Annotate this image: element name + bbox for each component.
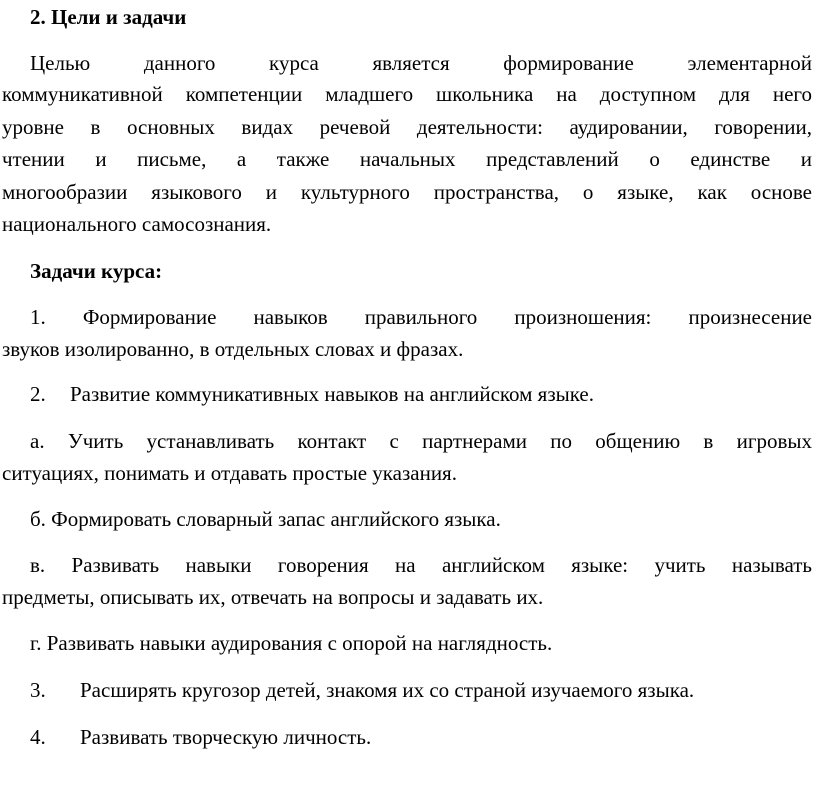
task-number: 3. [30,678,46,702]
task-line: а. Учить устанавливать контакт с партнерами по общению в игровых [30,429,812,453]
section-heading: 2. Цели и задачи [30,5,187,29]
task-number: 2. [30,382,46,406]
task-line: звуков изолированно, в отдельных словах и фразах. [2,337,464,361]
task-line: предметы, описывать их, отвечать на вопросы и задавать их. [2,585,544,609]
goal-line: национального самосознания. [2,212,272,236]
task-number: 4. [30,725,46,749]
goal-line: коммуникативной компетенции младшего школьника на доступном для него [2,82,812,106]
goal-line: многообразии языкового и культурного пространства, о языке, как основе [2,180,812,204]
goal-line: уровне в основных видах речевой деятельности: аудировании, говорении, [2,115,812,139]
task-text: Расширять кругозор детей, знакомя их со страной изучаемого языка. [80,678,695,702]
tasks-heading: Задачи курса: [30,259,163,283]
goal-line: Целью данного курса является формирование элементарной [30,51,812,75]
task-line: в. Развивать навыки говорения на английском языке: учить называть [30,553,812,577]
task-item-2 [2,381,812,408]
task-line: 1. Формирование навыков правильного произношения: произнесение [30,305,812,329]
task-item-4 [2,724,812,751]
task-text: Развитие коммуникативных навыков на английском языке. [70,382,594,406]
task-item-g: г. Развивать навыки аудирования с опорой на наглядность. [30,631,553,655]
goal-line: чтении и письме, а также начальных представлений о единстве и [2,147,812,171]
task-line: ситуациях, понимать и отдавать простые указания. [2,461,457,485]
task-item-3 [2,677,812,704]
task-text: Развивать творческую личность. [80,725,372,749]
task-item-b: б. Формировать словарный запас английского языка. [30,507,501,531]
